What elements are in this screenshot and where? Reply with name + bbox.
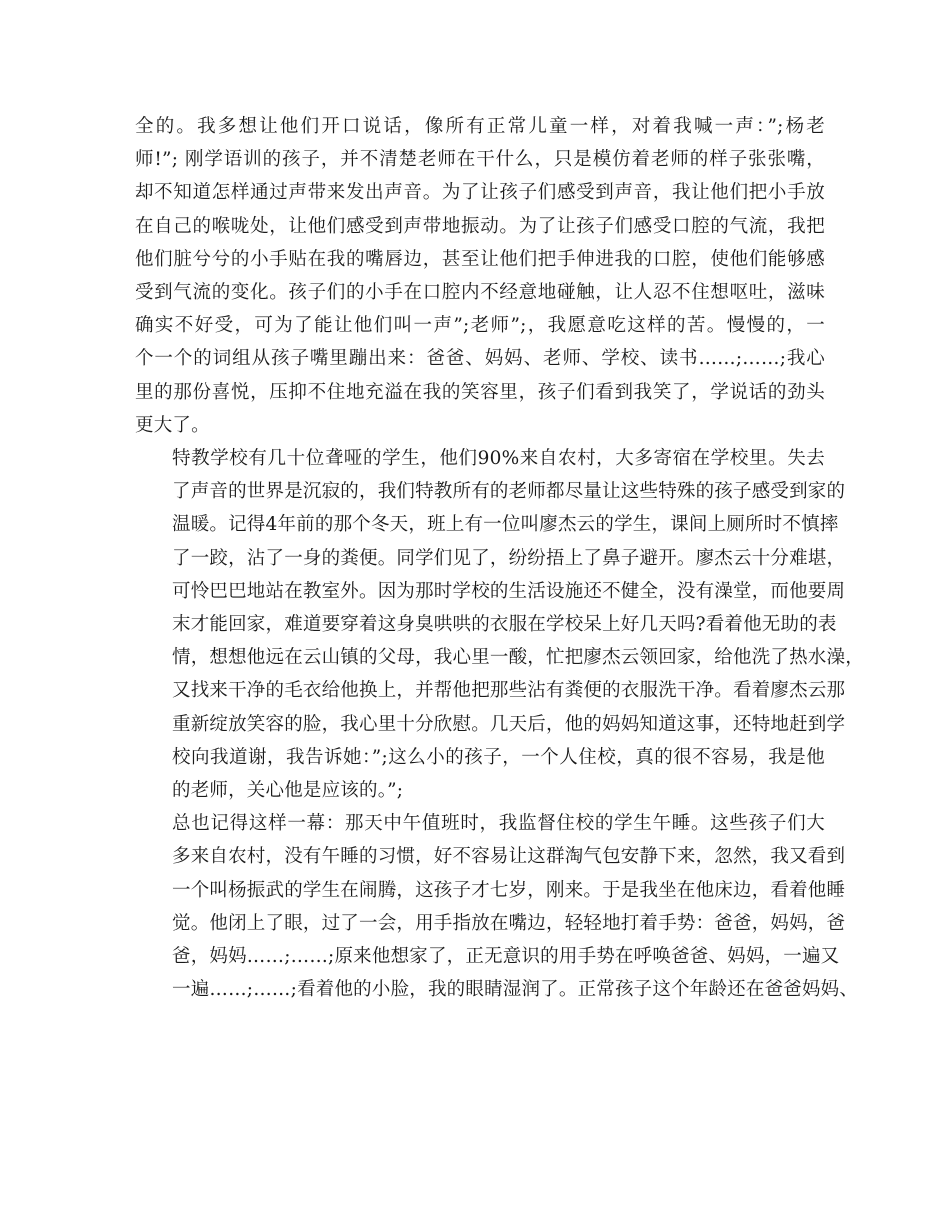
- text-line: 一遍……;……;看着他的小脸，我的眼睛湿润了。正常孩子这个年龄还在爸爸妈妈、: [172, 979, 859, 1001]
- paragraph: [135, 807, 859, 1006]
- text-line: 在自己的喉咙处，让他们感受到声带地振动。为了让孩子们感受口腔的气流，我把: [135, 215, 825, 237]
- text-line: 温暖。记得4年前的那个冬天，班上有一位叫廖杰云的学生，课间上厕所时不慎摔: [172, 514, 839, 536]
- text-line: 又找来干净的毛衣给他换上，并帮他把那些沾有粪便的衣服洗干净。看着廖杰云那: [172, 680, 846, 702]
- text-line: 全的。我多想让他们开口说话，像所有正常儿童一样，对着我喊一声：”;杨老: [135, 116, 825, 137]
- text-line: 末才能回家，难道要穿着这身臭哄哄的衣服在学校呆上好几天吗?看着他无助的表: [172, 614, 837, 636]
- text-line: 的老师，关心他是应该的。”;: [172, 780, 404, 802]
- text-line: 受到气流的变化。孩子们的小手在口腔内不经意地碰触，让人忍不住想呕吐，滋味: [135, 282, 825, 304]
- text-line: 个一个的词组从孩子嘴里蹦出来：爸爸、妈妈、老师、学校、读书……;……;我心: [135, 348, 825, 370]
- text-line: 校向我道谢，我告诉她：”;这么小的孩子，一个人住校，真的很不容易，我是他: [172, 746, 825, 768]
- text-line: 重新绽放笑容的脸，我心里十分欣慰。几天后，他的妈妈知道这事，还特地赶到学: [172, 713, 846, 735]
- text-line: 情，想想他远在云山镇的父母，我心里一酸，忙把廖杰云领回家，给他洗了热水澡，: [172, 647, 864, 669]
- text-line: 可怜巴巴地站在教室外。因为那时学校的生活设施还不健全，没有澡堂，而他要周: [172, 580, 846, 602]
- text-line: 更大了。: [135, 414, 210, 436]
- text-line: 爸，妈妈……;……;原来他想家了，正无意识的用手势在呼唤爸爸、妈妈，一遍又: [172, 946, 840, 968]
- text-line: 一个叫杨振武的学生在闹腾，这孩子才七岁，刚来。于是我坐在他床边，看着他睡: [172, 879, 846, 901]
- document-body: [135, 110, 864, 1006]
- text-line: 了一跤，沾了一身的粪便。同学们见了，纷纷捂上了鼻子避开。廖杰云十分难堪，: [172, 547, 846, 569]
- text-line: 觉。他闭上了眼，过了一会，用手指放在嘴边，轻轻地打着手势：爸爸，妈妈，爸: [172, 912, 846, 934]
- text-line: 却不知道怎样通过声带来发出声音。为了让孩子们感受到声音，我让他们把小手放: [135, 182, 825, 204]
- text-line: 总也记得这样一幕：那天中午值班时，我监督住校的学生午睡。这些孩子们大: [172, 813, 825, 835]
- paragraph: [135, 442, 864, 807]
- text-line: 了声音的世界是沉寂的，我们特教所有的老师都尽量让这些特殊的孩子感受到家的: [172, 481, 846, 503]
- text-line: 他们脏兮兮的小手贴在我的嘴唇边，甚至让他们把手伸进我的口腔，使他们能够感: [135, 248, 825, 270]
- text-line: 多来自农村，没有午睡的习惯，好不容易让这群淘气包安静下来，忽然，我又看到: [172, 846, 846, 868]
- paragraph: [135, 110, 825, 442]
- text-line: 师!”; 刚学语训的孩子，并不清楚老师在干什么，只是模仿着老师的样子张张嘴，: [135, 149, 825, 171]
- text-line: 特教学校有几十位聋哑的学生，他们90%来自农村，大多寄宿在学校里。失去: [172, 448, 825, 470]
- text-line: 里的那份喜悦，压抑不住地充溢在我的笑容里，孩子们看到我笑了，学说话的劲头: [135, 381, 825, 403]
- text-line: 确实不好受，可为了能让他们叫一声”;老师”;，我愿意吃这样的苦。慢慢的，一: [135, 315, 825, 337]
